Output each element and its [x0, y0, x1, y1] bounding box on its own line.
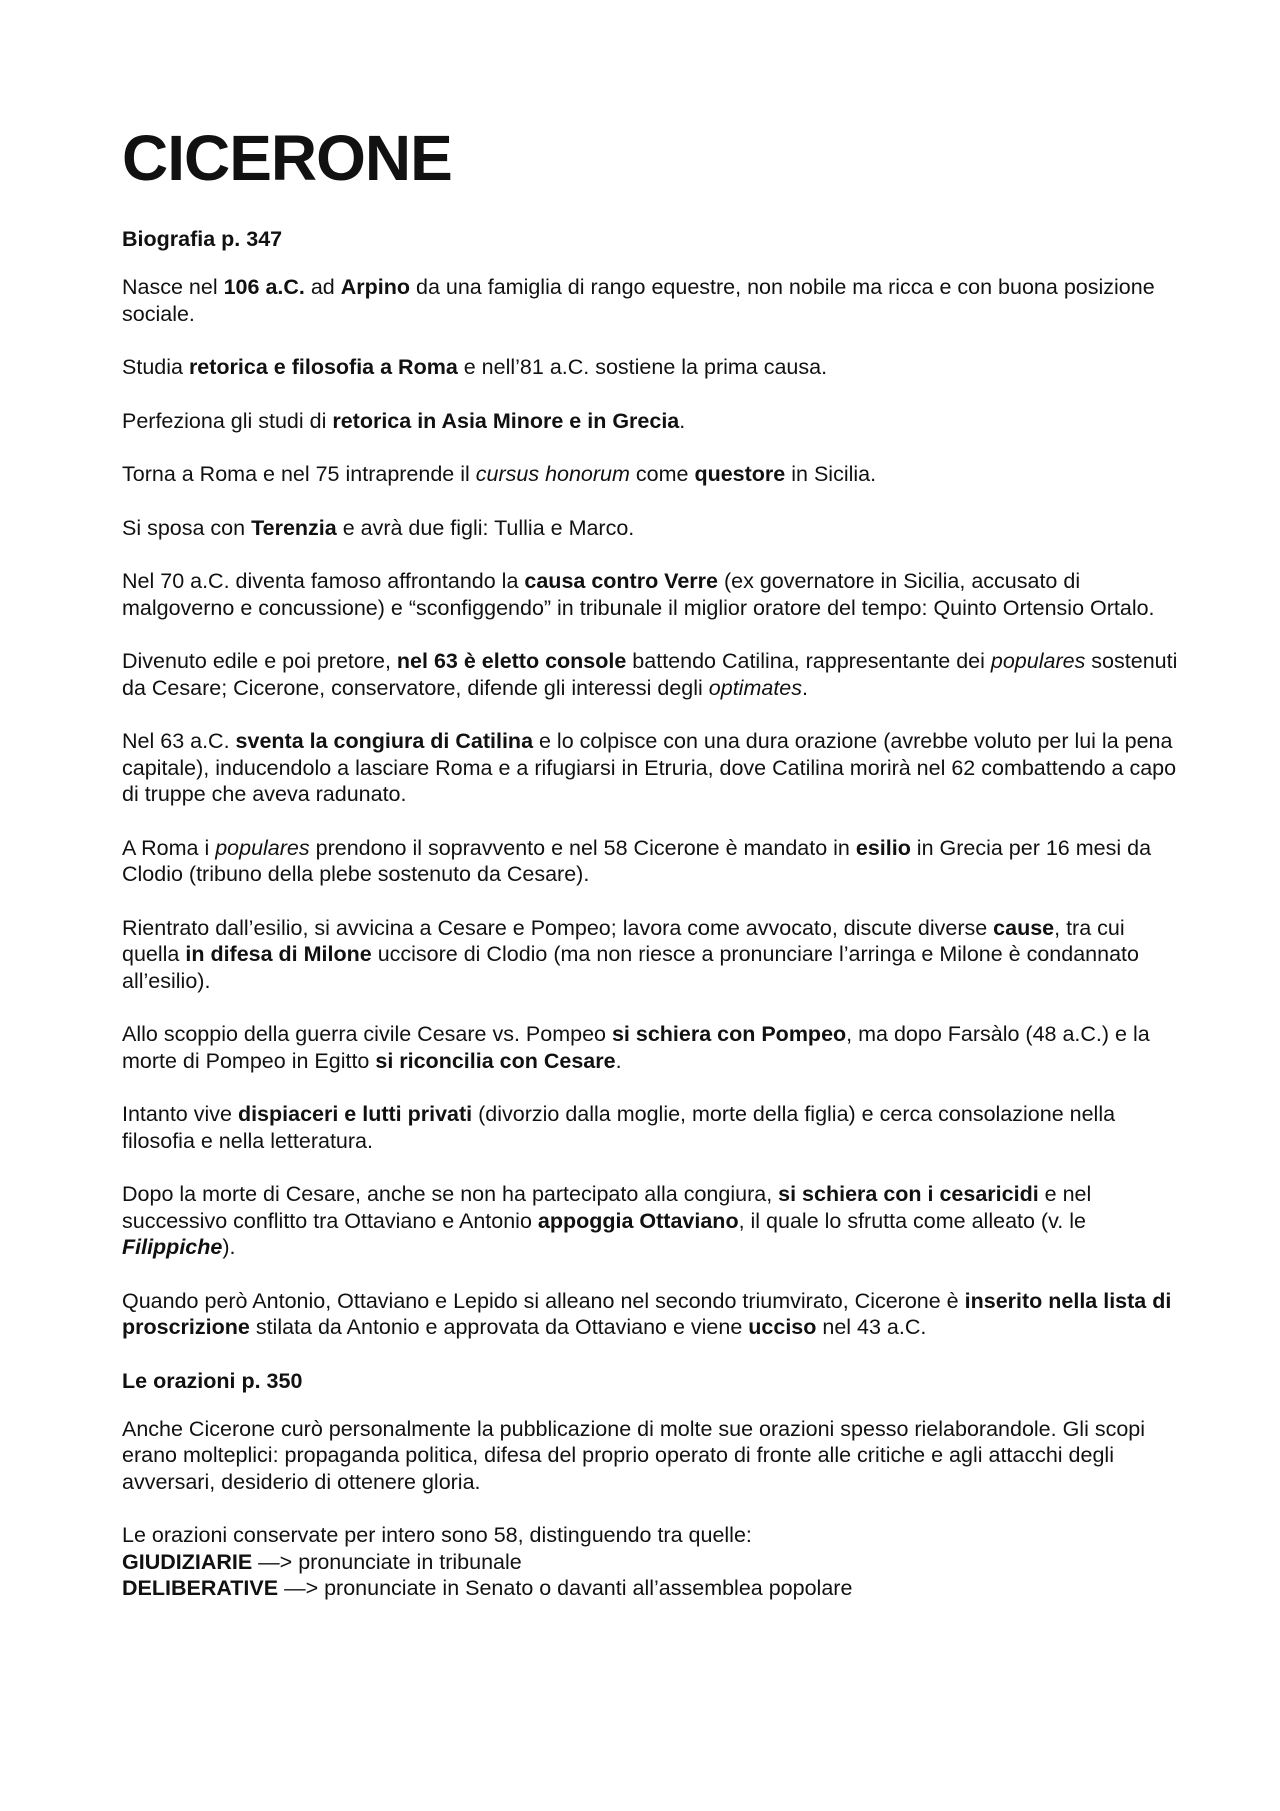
paragraph — [122, 461, 1182, 488]
text-run: Rientrato dall’esilio, si avvicina a Cesare e Pompeo; lavora come avvocato, discute diverse — [122, 915, 994, 940]
text-run: (divorzio dalla moglie, morte della figlia) e cerca consolazione nella filosofia e nella letteratura. — [122, 1102, 1116, 1153]
paragraph — [122, 915, 1182, 995]
paragraph — [122, 1181, 1182, 1261]
bold-run: dispiaceri e lutti privati — [237, 1102, 473, 1126]
text-run: Nel 63 a.C. — [122, 729, 236, 753]
italic-run: Filippiche — [122, 1235, 223, 1259]
paragraph — [122, 728, 1182, 808]
bold-run: in difesa di Milone — [185, 942, 372, 966]
text-run: Nel 70 a.C. diventa famoso affrontando la — [122, 569, 525, 593]
bold-run: nel 63 è eletto console — [396, 649, 627, 673]
text-run: e lo colpisce con una dura orazione (avrebbe voluto per lui la pena capitale), inducendolo a lasciare Roma e a rifugiarsi in Etruria, dove Catilina morirà nel 62 combattendo a capo di truppe che aveva radunato. — [122, 729, 1177, 806]
text-run: come — [629, 462, 695, 486]
bold-run: 106 a.C. — [223, 275, 305, 299]
text-run: Dopo la morte di Cesare, anche se non ha partecipato alla congiura, — [122, 1182, 779, 1206]
section-orazioni — [122, 1368, 1182, 1602]
text-run: stilata da Antonio e approvata da Ottaviano e viene — [249, 1315, 749, 1339]
text-run: Anche Cicerone curò personalmente la pubblicazione di molte sue orazioni spesso rielaborandole. Gli scopi erano molteplici: propaganda politica, difesa del proprio operato di fronte alle critiche e agli attacchi degli avversari, desiderio di ottenere gloria. — [122, 1416, 1146, 1494]
bold-run: si schiera con i cesaricidi — [778, 1182, 1039, 1206]
text-run: , ma dopo Farsàlo (48 a.C.) e la morte di Pompeo in Egitto — [122, 1022, 1150, 1073]
text-run: uccisore di Clodio (ma non riesce a pronunciare l’arringa e Milone è condannato all’esilio). — [122, 942, 1139, 993]
list-item — [122, 1575, 1182, 1602]
bold-run: esilio — [855, 835, 911, 860]
text-run: Perfeziona gli studi di — [122, 408, 333, 433]
text-run: ). — [222, 1235, 236, 1259]
text-run: in Grecia per 16 mesi da Clodio (tribuno della plebe sostenuto da Cesare). — [122, 835, 1152, 886]
text-run: . — [679, 408, 686, 433]
bold-run: questore — [694, 462, 786, 486]
bold-run: inserito nella lista di proscrizione — [122, 1288, 1172, 1339]
italic-run: populares — [215, 835, 310, 860]
bold-italic-run — [122, 1235, 222, 1259]
text-run: Allo scoppio della guerra civile Cesare vs. Pompeo — [122, 1022, 612, 1046]
bold-run: appoggia Ottaviano — [537, 1208, 739, 1233]
orazioni-list-intro: Le orazioni conservate per intero sono 58, distinguendo tra quelle: — [122, 1523, 752, 1547]
page-title: CICERONE — [122, 122, 452, 194]
biografia-paragraphs — [122, 274, 1182, 1341]
section-heading-orazioni: Le orazioni p. 350 — [122, 1368, 303, 1393]
text-run: , tra cui quella — [122, 915, 1125, 966]
bold-run: Arpino — [340, 275, 411, 299]
paragraph — [122, 1021, 1182, 1074]
text-run: da una famiglia di rango equestre, non nobile ma ricca e con buona posizione sociale. — [122, 275, 1155, 326]
text-run: prendono il sopravvento e nel 58 Cicerone è mandato in — [309, 835, 856, 860]
document-page — [122, 120, 1182, 1602]
text-run: , il quale lo sfrutta come alleato (v. le — [738, 1208, 1086, 1233]
bold-run: si riconcilia con Cesare — [375, 1048, 616, 1073]
section-heading-biografia: Biografia p. 347 — [122, 227, 283, 251]
text-run: Studia — [122, 355, 189, 379]
list-item-desc: —> pronunciate in Senato o davanti all’assemblea popolare — [278, 1576, 853, 1600]
text-run: nel 43 a.C. — [816, 1315, 927, 1339]
list-item-desc: —> pronunciate in tribunale — [252, 1549, 522, 1574]
text-run: Divenuto edile e poi pretore, — [122, 649, 397, 673]
list-item-term: DELIBERATIVE — [122, 1576, 279, 1600]
paragraph — [122, 408, 1182, 435]
paragraph — [122, 1416, 1182, 1496]
list-item-term: GIUDIZIARIE — [122, 1549, 253, 1574]
section-biografia — [122, 226, 1182, 1341]
paragraph — [122, 354, 1182, 381]
text-run: e nel successivo conflitto tra Ottaviano e Antonio — [122, 1182, 1092, 1233]
text-run: Nasce nel — [122, 275, 224, 299]
text-run: Torna a Roma e nel 75 intraprende il — [122, 462, 476, 486]
text-run: Quando però Antonio, Ottaviano e Lepido si alleano nel secondo triumvirato, Cicerone è — [122, 1288, 965, 1313]
bold-run: Terenzia — [251, 515, 337, 540]
text-run: Intanto vive — [122, 1102, 238, 1126]
paragraph — [122, 568, 1182, 621]
bold-run: si schiera con Pompeo — [611, 1022, 847, 1046]
paragraph — [122, 274, 1182, 327]
bold-run: cause — [993, 915, 1055, 940]
bold-run: retorica e filosofia a Roma — [188, 355, 458, 379]
text-run: . — [615, 1048, 622, 1073]
text-run: sostenuti da Cesare; Cicerone, conservatore, difende gli interessi degli — [122, 649, 1178, 700]
text-run: e nell’81 a.C. sostiene la prima causa. — [457, 355, 828, 379]
bold-run: retorica in Asia Minore e in Grecia — [332, 408, 680, 433]
orazioni-types-list — [122, 1549, 1182, 1602]
italic-run: populares — [990, 649, 1086, 673]
italic-run: cursus honorum — [475, 462, 630, 486]
text-run: ad — [304, 275, 341, 299]
paragraph — [122, 515, 1182, 542]
text-run: e avrà due figli: Tullia e Marco. — [336, 515, 635, 540]
paragraph — [122, 1288, 1182, 1341]
text-run: (ex governatore in Sicilia, accusato di malgoverno e concussione) e “sconfiggendo” in tribunale il miglior oratore del tempo: Quinto Ortensio Ortalo. — [122, 569, 1155, 620]
paragraph — [122, 1101, 1182, 1154]
bold-run: sventa la congiura di Catilina — [235, 729, 534, 753]
list-item — [122, 1549, 1182, 1576]
orazioni-paragraphs — [122, 1416, 1182, 1496]
text-run: battendo Catilina, rappresentante dei — [626, 649, 991, 673]
text-run: . — [802, 675, 808, 700]
paragraph — [122, 835, 1182, 888]
paragraph — [122, 648, 1182, 701]
italic-run: optimates — [708, 675, 803, 700]
bold-run: causa contro Verre — [524, 569, 718, 593]
text-run: A Roma i — [122, 835, 216, 860]
text-run: Si sposa con — [122, 515, 252, 540]
bold-run: ucciso — [748, 1315, 817, 1339]
text-run: in Sicilia. — [785, 462, 877, 486]
